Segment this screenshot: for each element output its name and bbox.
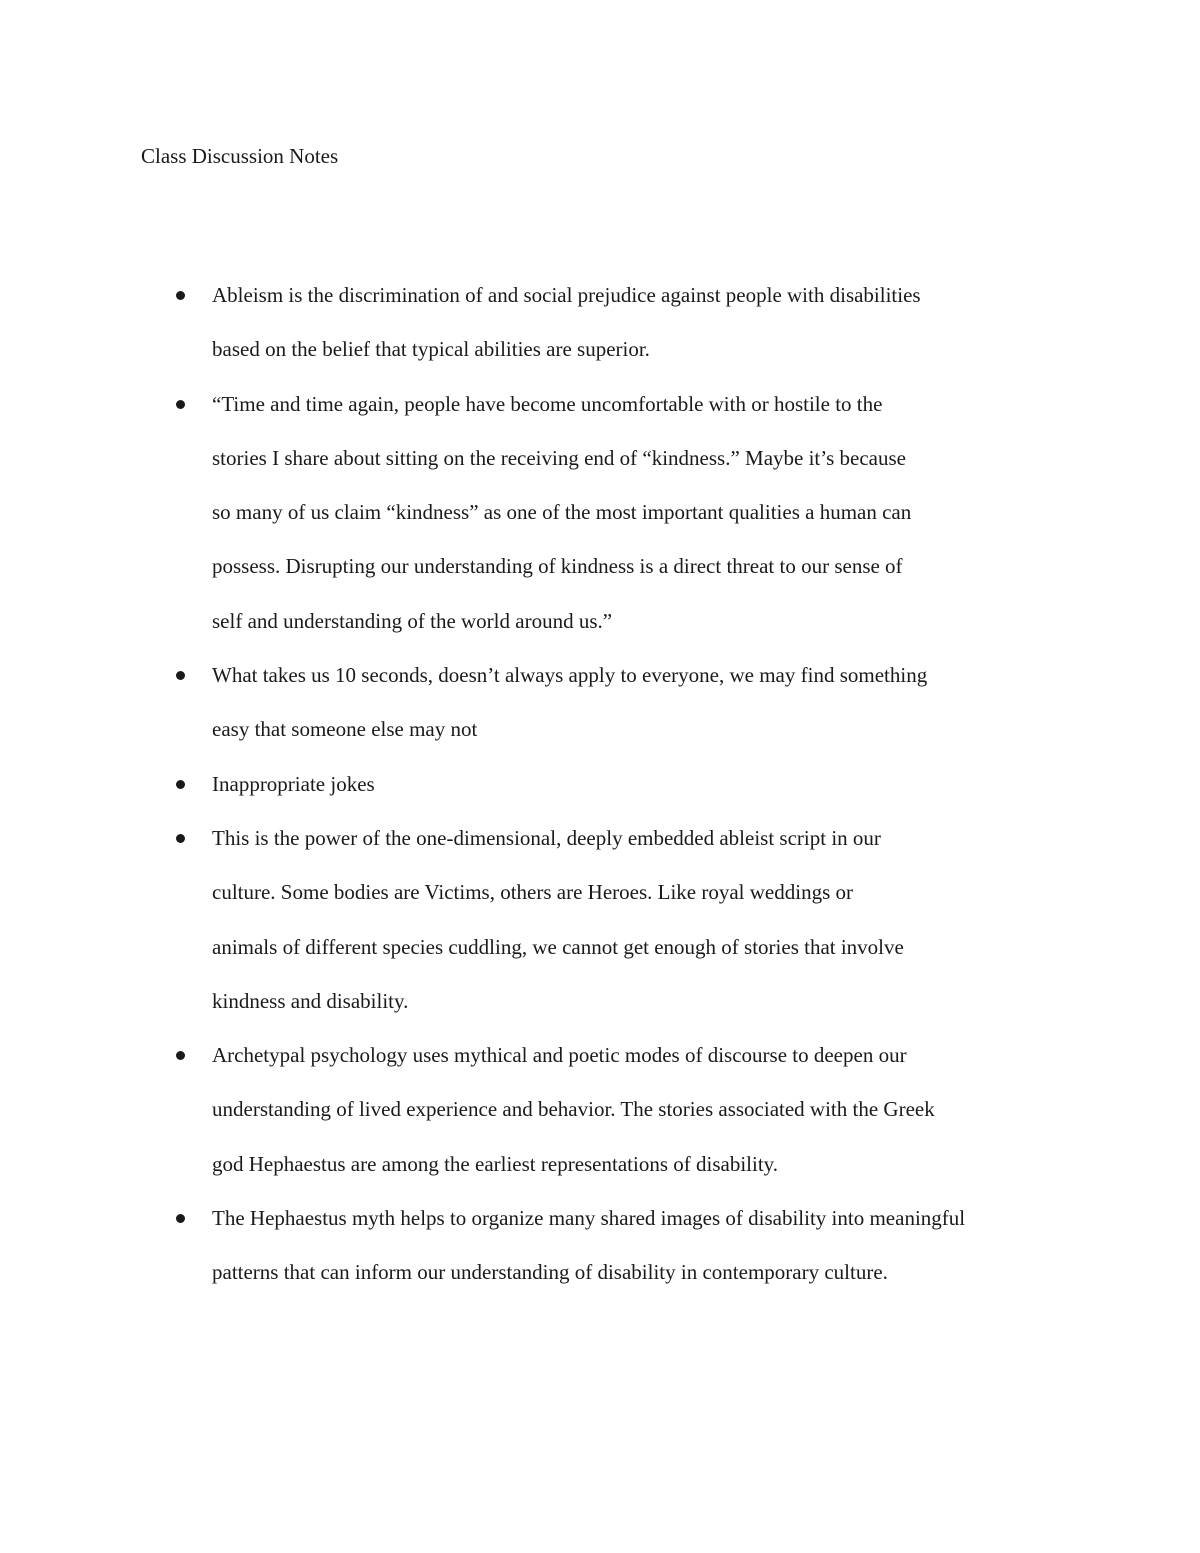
notes-list: [212, 268, 1082, 1300]
note-text-line: Inappropriate jokes: [212, 771, 375, 796]
note-text-line: The Hephaestus myth helps to organize many shared images of disability into meaningful: [212, 1206, 966, 1231]
bullet-icon: [176, 400, 185, 409]
note-text-line: This is the power of the one-dimensional, deeply embedded ableist script in our: [212, 825, 881, 850]
note-text-line: What takes us 10 seconds, doesn’t always apply to everyone, we may find something: [212, 663, 928, 688]
bullet-icon: [176, 780, 185, 789]
bullet-icon: [176, 671, 185, 680]
note-text-line: based on the belief that typical abilities are superior.: [212, 337, 650, 362]
note-text-line: culture. Some bodies are Victims, others are Heroes. Like royal weddings or: [212, 880, 854, 905]
note-item: [212, 757, 1082, 811]
note-text-line: easy that someone else may not: [212, 717, 478, 742]
note-text-line: Archetypal psychology uses mythical and poetic modes of discourse to deepen our: [212, 1043, 907, 1068]
note-text-line: Ableism is the discrimination of and social prejudice against people with disabilities: [212, 283, 921, 307]
document-title: Class Discussion Notes: [141, 144, 339, 168]
note-item: [212, 377, 1082, 648]
note-item: [212, 1028, 1082, 1191]
note-text-line: “Time and time again, people have become uncomfortable with or hostile to the: [212, 391, 883, 416]
note-item: [212, 648, 1082, 757]
note-text-line: patterns that can inform our understanding of disability in contemporary culture.: [212, 1260, 888, 1285]
note-text-line: animals of different species cuddling, we cannot get enough of stories that involve: [212, 934, 904, 959]
note-text-line: god Hephaestus are among the earliest representations of disability.: [212, 1151, 779, 1176]
note-text-line: possess. Disrupting our understanding of kindness is a direct threat to our sense of: [212, 554, 903, 579]
note-text-line: kindness and disability.: [212, 988, 409, 1013]
note-item: [212, 811, 1082, 1028]
bullet-icon: [176, 834, 185, 843]
note-item: [212, 1191, 1082, 1300]
bullet-icon: [176, 1214, 185, 1223]
note-text-line: so many of us claim “kindness” as one of the most important qualities a human can: [212, 500, 912, 525]
note-text-line: understanding of lived experience and behavior. The stories associated with the Greek: [212, 1097, 935, 1122]
bullet-icon: [176, 1051, 185, 1060]
note-item: [212, 268, 1082, 377]
note-text-line: stories I share about sitting on the receiving end of “kindness.” Maybe it’s because: [212, 445, 906, 470]
bullet-icon: [176, 291, 185, 300]
note-text-line: self and understanding of the world around us.”: [212, 608, 613, 633]
